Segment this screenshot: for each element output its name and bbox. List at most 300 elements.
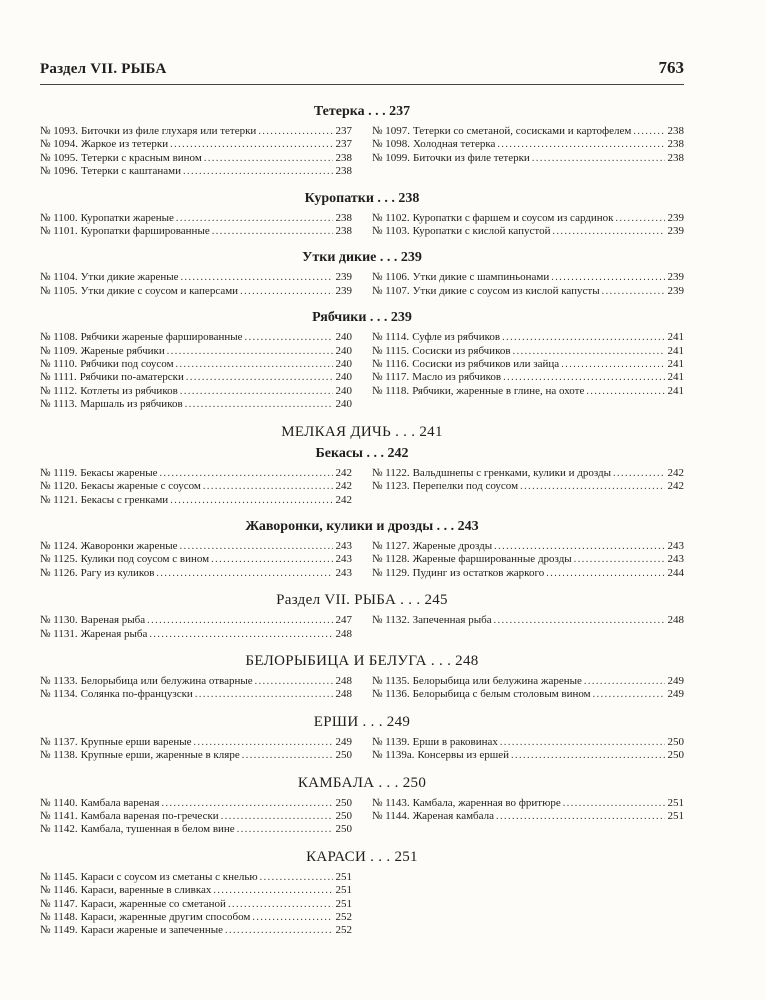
dot-leader	[221, 810, 333, 823]
entry-page-number: 239	[335, 271, 352, 284]
recipe-title: Рябчики жареные фаршированные	[80, 331, 243, 344]
toc-entry	[372, 331, 684, 344]
toc-entry	[40, 871, 352, 884]
entry-page-number: 238	[335, 165, 352, 178]
left-column	[40, 736, 352, 763]
recipe-title: Утки дикие с шампиньонами	[412, 271, 550, 284]
recipe-title: Утки дикие жареные	[80, 271, 179, 284]
toc-entry	[40, 614, 352, 627]
toc-entry	[372, 345, 684, 358]
toc-entry	[40, 345, 352, 358]
recipe-title: Пудинг из остатков жаркого	[412, 566, 545, 579]
section-heading: КАРАСИ . . . 251	[306, 848, 418, 865]
toc-entry	[40, 810, 352, 823]
entry-page-number: 239	[667, 211, 684, 224]
entry-columns	[40, 212, 684, 239]
recipe-title: Бекасы с гренками	[80, 493, 169, 506]
toc-entry	[40, 540, 352, 553]
left-column	[40, 614, 352, 641]
recipe-number: № 1130.	[40, 614, 78, 627]
toc-entry	[372, 385, 684, 398]
dot-leader	[616, 212, 665, 225]
section-heading: КАМБАЛА . . . 250	[297, 774, 427, 791]
entry-columns	[40, 125, 684, 179]
right-column	[372, 675, 684, 702]
right-column	[372, 271, 684, 298]
entry-page-number: 250	[335, 749, 352, 762]
recipe-number: № 1106.	[372, 271, 410, 284]
toc-section	[40, 250, 684, 298]
entry-page-number: 252	[335, 924, 352, 937]
recipe-title: Утки дикие с соусом и каперсами	[80, 284, 239, 297]
recipe-number: № 1122.	[372, 466, 410, 479]
entry-page-number: 252	[335, 911, 352, 923]
toc-entry	[40, 285, 352, 298]
entry-page-number: 243	[335, 539, 352, 552]
entry-page-number: 242	[335, 466, 352, 479]
recipe-number: № 1112.	[40, 384, 78, 397]
dot-leader	[494, 540, 664, 553]
dot-leader	[183, 165, 333, 178]
toc-entry	[372, 271, 684, 284]
entry-page-number: 237	[335, 138, 352, 151]
toc-entry	[372, 125, 684, 138]
recipe-number: № 1095.	[40, 151, 78, 164]
recipe-number: № 1145.	[40, 870, 78, 883]
recipe-title: Жаворонки жареные	[80, 539, 178, 552]
page-number: 763	[658, 58, 684, 77]
recipe-title: Камбала вареная	[80, 796, 160, 809]
entry-page-number: 242	[667, 466, 684, 479]
dot-leader	[260, 871, 333, 884]
recipe-number: № 1096.	[40, 165, 78, 178]
recipe-title: Куропатки с кислой капустой	[412, 225, 551, 238]
toc-section	[40, 714, 684, 763]
dot-leader	[551, 271, 664, 284]
toc-entry	[40, 567, 352, 580]
entry-page-number: 239	[335, 284, 352, 297]
recipe-title: Жареная камбала	[412, 809, 494, 822]
dot-leader	[180, 385, 333, 398]
recipe-number: № 1148.	[40, 911, 78, 923]
recipe-title: Бекасы жареные с соусом	[80, 480, 201, 493]
dot-leader	[213, 884, 332, 897]
recipe-title: Ерши в раковинах	[412, 735, 498, 748]
left-column	[40, 540, 352, 580]
recipe-title: Тетерки с каштанами	[81, 165, 181, 178]
dot-leader	[160, 467, 333, 480]
recipe-title: Бекасы жареные	[80, 466, 158, 479]
recipe-title: Караси, варенные в сливках	[80, 884, 212, 897]
recipe-number: № 1139.	[372, 735, 410, 748]
dot-leader	[613, 467, 664, 480]
dot-leader	[584, 675, 665, 688]
toc-section	[40, 653, 684, 702]
recipe-title: Куропатки фаршированные	[80, 225, 210, 238]
toc-entry	[372, 480, 684, 493]
recipe-number: № 1138.	[40, 749, 78, 762]
entry-columns	[40, 797, 684, 837]
recipe-title: Солянка по-французски	[80, 688, 193, 701]
recipe-title: Белорыбица с белым столовым вином	[412, 688, 591, 701]
dot-leader	[176, 212, 333, 225]
toc-entry	[372, 138, 684, 151]
recipe-number: № 1143.	[372, 796, 410, 809]
dot-leader	[204, 152, 333, 165]
recipe-number: № 1126.	[40, 566, 78, 579]
recipe-number: № 1108.	[40, 331, 78, 344]
entry-page-number: 250	[667, 735, 684, 748]
left-column	[40, 212, 352, 239]
dot-leader	[225, 924, 332, 937]
recipe-title: Консервы из ершей	[417, 749, 509, 762]
dot-leader	[494, 614, 665, 627]
entry-columns	[40, 540, 684, 580]
dot-leader	[176, 358, 333, 371]
entry-page-number: 251	[667, 809, 684, 822]
toc-entry	[40, 749, 352, 762]
entry-page-number: 238	[335, 151, 352, 164]
toc-entry	[40, 797, 352, 810]
toc-section	[40, 775, 684, 837]
recipe-number: № 1099.	[372, 151, 410, 164]
entry-page-number: 240	[335, 358, 352, 371]
recipe-title: Рябчики, жаренные в глине, на охоте	[412, 384, 585, 397]
dot-leader	[602, 285, 665, 298]
recipe-title: Караси жареные и запеченные	[80, 924, 224, 937]
recipe-number: № 1120.	[40, 480, 78, 493]
dot-leader	[186, 371, 333, 384]
recipe-number: № 1119.	[40, 466, 78, 479]
toc-entry	[372, 688, 684, 701]
toc-entry	[40, 331, 352, 344]
toc-section	[40, 519, 684, 580]
toc-entry	[40, 480, 352, 493]
toc-entry	[40, 911, 352, 924]
entry-page-number: 238	[335, 225, 352, 238]
recipe-title: Маршаль из рябчиков	[80, 398, 183, 411]
dot-leader	[181, 271, 333, 284]
recipe-title: Камбала, жаренная во фритюре	[412, 796, 561, 809]
recipe-title: Жареные рябчики	[80, 344, 165, 357]
toc-entry	[372, 736, 684, 749]
toc-entry	[40, 385, 352, 398]
subsection-heading: Тетерка . . . 237	[313, 104, 411, 119]
entry-page-number: 243	[335, 566, 352, 579]
recipe-number: № 1139а.	[372, 749, 415, 762]
entry-page-number: 251	[335, 897, 352, 910]
entry-page-number: 248	[335, 674, 352, 687]
dot-leader	[496, 810, 665, 823]
dot-leader	[170, 494, 332, 507]
toc-entry	[40, 884, 352, 897]
recipe-title: Масло из рябчиков	[412, 371, 502, 384]
toc-entry	[372, 614, 684, 627]
toc-section	[40, 310, 684, 411]
table-of-contents	[40, 104, 684, 938]
toc-entry	[40, 675, 352, 688]
entry-page-number: 248	[335, 627, 352, 640]
recipe-title: Тетерки со сметаной, сосисками и картофелем	[413, 125, 632, 137]
dot-leader	[574, 553, 665, 566]
recipe-title: Запеченная рыба	[412, 614, 492, 627]
dot-leader	[633, 125, 664, 138]
recipe-number: № 1132.	[372, 614, 410, 627]
recipe-title: Рябчики по-аматерски	[79, 371, 184, 384]
dot-leader	[546, 567, 664, 580]
recipe-number: № 1111.	[40, 371, 77, 384]
dot-leader	[258, 125, 332, 138]
dot-leader	[149, 628, 332, 641]
recipe-number: № 1094.	[40, 138, 78, 151]
recipe-number: № 1102.	[372, 211, 410, 224]
recipe-number: № 1093.	[40, 125, 78, 137]
entry-page-number: 241	[667, 371, 684, 384]
right-column	[372, 125, 684, 179]
subsection-heading: Утки дикие . . . 239	[302, 250, 422, 266]
entry-columns	[40, 675, 684, 702]
entry-page-number: 247	[335, 614, 352, 627]
section-heading: ЕРШИ . . . 249	[313, 713, 411, 730]
recipe-number: № 1116.	[372, 358, 410, 371]
recipe-number: № 1113.	[40, 398, 78, 411]
entry-page-number: 249	[335, 735, 352, 748]
entry-page-number: 239	[667, 271, 684, 284]
toc-entry	[40, 358, 352, 371]
entry-page-number: 250	[335, 796, 352, 809]
recipe-number: № 1127.	[372, 539, 410, 552]
recipe-title: Перепелки под соусом	[412, 480, 519, 493]
toc-entry	[40, 125, 352, 138]
entry-page-number: 242	[667, 480, 684, 493]
toc-entry	[40, 494, 352, 507]
entry-page-number: 241	[667, 384, 684, 397]
dot-leader	[552, 225, 664, 238]
right-column	[372, 871, 684, 938]
entry-page-number: 240	[335, 398, 352, 411]
recipe-number: № 1104.	[40, 271, 78, 284]
recipe-number: № 1107.	[372, 284, 410, 297]
toc-entry	[40, 212, 352, 225]
recipe-title: Сосиски из рябчиков	[412, 344, 511, 357]
recipe-number: № 1146.	[40, 884, 78, 897]
recipe-number: № 1147.	[40, 897, 78, 910]
toc-section	[40, 849, 684, 938]
recipe-title: Вареная рыба	[80, 614, 146, 627]
dot-leader	[237, 823, 333, 836]
recipe-title: Сосиски из рябчиков или зайца	[412, 358, 560, 371]
dot-leader	[161, 797, 332, 810]
recipe-number: № 1144.	[372, 809, 410, 822]
recipe-title: Караси, жаренные со сметаной	[80, 897, 226, 910]
toc-section	[40, 424, 684, 441]
toc-entry	[40, 398, 352, 411]
dot-leader	[245, 331, 333, 344]
entry-page-number: 238	[667, 138, 684, 151]
entry-page-number: 238	[667, 125, 684, 137]
dot-leader	[502, 331, 664, 344]
toc-entry	[372, 212, 684, 225]
dot-leader	[212, 225, 333, 238]
toc-entry	[372, 749, 684, 762]
recipe-title: Рагу из куликов	[80, 566, 155, 579]
toc-entry	[372, 567, 684, 580]
entry-page-number: 244	[667, 566, 684, 579]
entry-columns	[40, 331, 684, 411]
toc-section	[40, 592, 684, 641]
toc-entry	[372, 358, 684, 371]
toc-entry	[40, 823, 352, 836]
entry-page-number: 241	[667, 331, 684, 344]
recipe-number: № 1142.	[40, 823, 78, 836]
dot-leader	[195, 688, 333, 701]
entry-page-number: 250	[667, 749, 684, 762]
recipe-title: Утки дикие с соусом из кислой капусты	[412, 284, 600, 297]
toc-entry	[40, 688, 352, 701]
entry-page-number: 250	[335, 809, 352, 822]
recipe-title: Белорыбица или белужина отварные	[80, 674, 253, 687]
recipe-title: Караси с соусом из сметаны с кнелью	[80, 870, 258, 883]
right-column	[372, 467, 684, 507]
recipe-number: № 1117.	[372, 371, 410, 384]
recipe-number: № 1125.	[40, 553, 78, 566]
entry-page-number: 241	[667, 344, 684, 357]
subsection-heading: Жаворонки, кулики и дрозды . . . 243	[245, 518, 479, 534]
page-header	[40, 58, 684, 85]
dot-leader	[586, 385, 664, 398]
right-column	[372, 540, 684, 580]
recipe-number: № 1103.	[372, 225, 410, 238]
recipe-title: Жареные дрозды	[412, 539, 493, 552]
dot-leader	[503, 371, 664, 384]
toc-entry	[40, 628, 352, 641]
toc-section	[40, 446, 684, 507]
recipe-title: Жареная рыба	[80, 627, 148, 640]
entry-page-number: 243	[667, 539, 684, 552]
recipe-title: Тетерки с красным вином	[81, 151, 202, 164]
entry-page-number: 240	[335, 371, 352, 384]
toc-entry	[372, 152, 684, 165]
recipe-title: Жаркое из тетерки	[81, 138, 169, 151]
entry-page-number: 239	[667, 284, 684, 297]
recipe-title: Кулики под соусом с вином	[80, 553, 210, 566]
entry-page-number: 242	[335, 480, 352, 493]
recipe-title: Белорыбица или белужина жареные	[412, 674, 582, 687]
entry-page-number: 241	[667, 358, 684, 371]
left-column	[40, 675, 352, 702]
entry-page-number: 242	[335, 493, 352, 506]
entry-columns	[40, 271, 684, 298]
recipe-title: Куропатки жареные	[80, 211, 174, 224]
entry-page-number: 243	[667, 553, 684, 566]
running-head-chapter: Раздел VII. РЫБА	[40, 61, 167, 77]
right-column	[372, 331, 684, 411]
recipe-number: № 1131.	[40, 627, 78, 640]
recipe-number: № 1149.	[40, 924, 78, 937]
dot-leader	[170, 138, 332, 151]
entry-columns	[40, 736, 684, 763]
recipe-title: Крупные ерши, жаренные в кляре	[80, 749, 240, 762]
entry-page-number: 249	[667, 674, 684, 687]
right-column	[372, 797, 684, 837]
right-column	[372, 736, 684, 763]
dot-leader	[180, 540, 333, 553]
recipe-number: № 1101.	[40, 225, 78, 238]
subsection-heading: Куропатки . . . 238	[304, 190, 420, 206]
entry-page-number: 250	[335, 823, 352, 836]
section-heading: МЕЛКАЯ ДИЧЬ . . . 241	[281, 423, 443, 440]
toc-entry	[40, 467, 352, 480]
toc-entry	[372, 540, 684, 553]
recipe-number: № 1137.	[40, 735, 78, 748]
toc-section	[40, 191, 684, 239]
recipe-title: Жареные фаршированные дрозды	[412, 553, 572, 566]
toc-entry	[40, 138, 352, 151]
recipe-number: № 1110.	[40, 358, 78, 371]
dot-leader	[511, 749, 665, 762]
entry-page-number: 243	[335, 553, 352, 566]
dot-leader	[242, 749, 333, 762]
recipe-number: № 1128.	[372, 553, 410, 566]
entry-page-number: 248	[335, 688, 352, 701]
recipe-number: № 1134.	[40, 688, 78, 701]
entry-page-number: 237	[335, 125, 352, 137]
dot-leader	[203, 480, 333, 493]
subsection-heading: Бекасы . . . 242	[315, 445, 409, 461]
entry-columns	[40, 614, 684, 641]
toc-entry	[372, 810, 684, 823]
toc-entry	[372, 467, 684, 480]
recipe-number: № 1100.	[40, 211, 78, 224]
toc-entry	[40, 152, 352, 165]
toc-entry	[372, 675, 684, 688]
recipe-number: № 1135.	[372, 674, 410, 687]
entry-page-number: 239	[667, 225, 684, 238]
dot-leader	[240, 285, 332, 298]
dot-leader	[228, 898, 333, 911]
recipe-number: № 1109.	[40, 344, 78, 357]
toc-entry	[372, 285, 684, 298]
toc-entry	[40, 736, 352, 749]
recipe-title: Котлеты из рябчиков	[80, 384, 178, 397]
recipe-title: Камбала, тушенная в белом вине	[80, 823, 235, 836]
entry-page-number: 240	[335, 331, 352, 344]
entry-columns	[40, 871, 684, 938]
recipe-title: Крупные ерши вареные	[80, 735, 192, 748]
recipe-number: № 1140.	[40, 796, 78, 809]
recipe-number: № 1141.	[40, 809, 78, 822]
entry-page-number: 251	[667, 796, 684, 809]
recipe-title: Биточки из филе глухаря или тетерки	[81, 125, 257, 137]
section-heading: Раздел VII. РЫБА . . . 245	[276, 592, 448, 609]
entry-page-number: 251	[335, 870, 352, 883]
entry-page-number: 251	[335, 884, 352, 897]
recipe-title: Камбала вареная по-гречески	[80, 809, 219, 822]
recipe-title: Холодная тетерка	[413, 138, 496, 151]
toc-entry	[372, 371, 684, 384]
toc-section	[40, 104, 684, 179]
section-heading: БЕЛОРЫБИЦА И БЕЛУГА . . . 248	[245, 652, 479, 669]
subsection-heading: Рябчики . . . 239	[312, 310, 412, 326]
left-column	[40, 871, 352, 938]
toc-entry	[40, 165, 352, 178]
dot-leader	[500, 736, 665, 749]
dot-leader	[147, 614, 332, 627]
recipe-title: Куропатки с фаршем и соусом из сардинок	[412, 211, 614, 224]
recipe-title: Караси, жаренные другим способом	[80, 911, 251, 923]
dot-leader	[532, 152, 665, 165]
recipe-title: Биточки из филе тетерки	[413, 151, 530, 164]
